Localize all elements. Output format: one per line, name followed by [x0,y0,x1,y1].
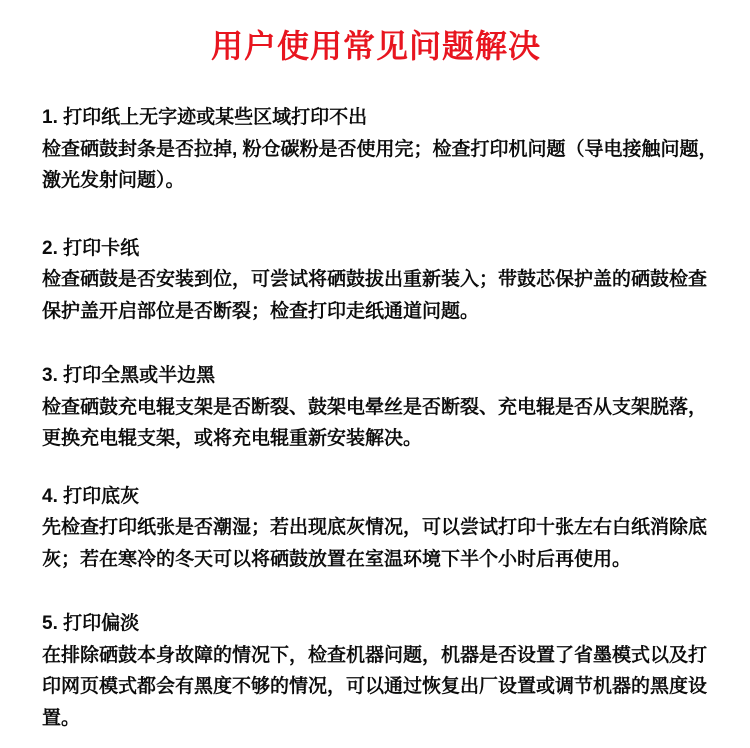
section-1-body-line-1: 检查硒鼓封条是否拉掉, 粉仓碳粉是否使用完；检查打印机问题（导电接触问题， [42,138,718,160]
faq-section-1 [42,102,718,197]
section-5-body-line-1: 在排除硒鼓本身故障的情况下，检查机器问题，机器是否设置了省墨模式以及打 [42,644,708,666]
section-2-heading: 2. 打印卡纸 [42,237,140,259]
section-4-body-line-2: 灰；若在寒冷的冬天可以将硒鼓放置在室温环境下半个小时后再使用。 [42,548,632,570]
section-4-body-line-1: 先检查打印纸张是否潮湿；若出现底灰情况，可以尝试打印十张左右白纸消除底 [42,517,708,538]
faq-section-5 [42,608,710,734]
section-5-heading: 5. 打印偏淡 [42,613,140,634]
section-3-body-line-1: 检查硒鼓充电辊支架是否断裂、鼓架电晕丝是否断裂、充电辊是否从支架脱落， [42,396,708,418]
section-5-body-line-3: 置。 [42,707,81,729]
section-5-body-line-2: 印网页模式都会有黑度不够的情况，可以通过恢复出厂设置或调节机器的黑度设 [42,676,708,697]
faq-section-4 [42,481,710,576]
section-1-heading: 1. 打印纸上无字迹或某些区域打印不出 [42,107,368,128]
section-3-body-line-2: 更换充电辊支架，或将充电辊重新安装解决。 [42,428,423,449]
faq-section-3 [42,360,710,455]
section-4-heading: 4. 打印底灰 [42,485,140,507]
section-2-body-line-1: 检查硒鼓是否安装到位，可尝试将硒鼓拔出重新装入；带鼓芯保护盖的硒鼓检查 [42,269,708,290]
faq-section-2 [42,233,710,328]
section-1-body-line-2: 激光发射问题）。 [42,170,185,191]
page-title: 用户使用常见问题解决 [210,28,541,64]
section-3-heading: 3. 打印全黑或半边黑 [42,365,216,386]
section-2-body-line-2: 保护盖开启部位是否断裂；检查打印走纸通道问题。 [42,300,480,322]
